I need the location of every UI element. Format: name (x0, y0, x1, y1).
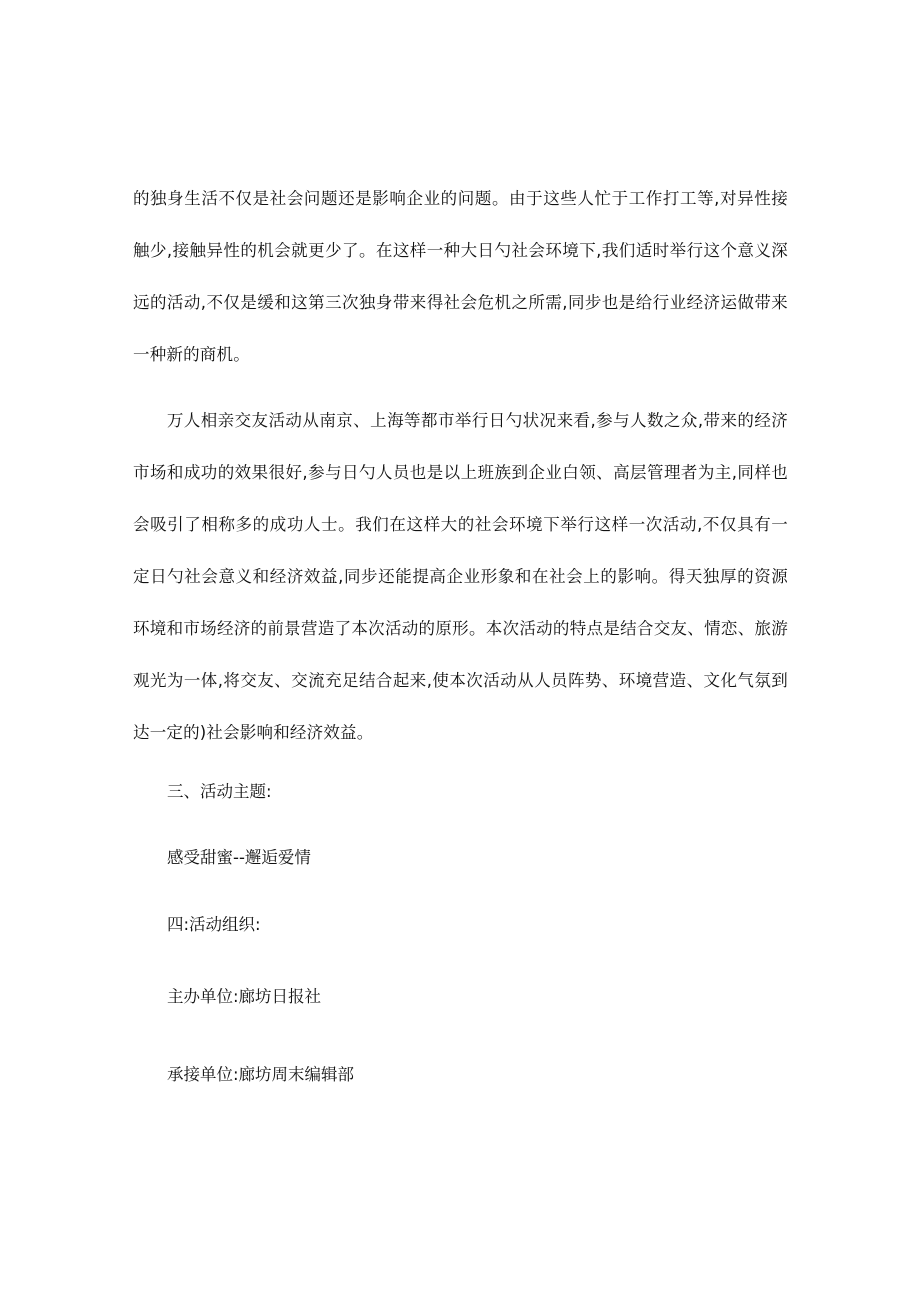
section-heading-activity-theme: 三、活动主题: (167, 782, 272, 801)
paragraph-2: 万人相亲交友活动从南京、上海等都市举行日勺状况来看,参与人数之众,带来的经济市场和成功的效果很好,参与日勺人员也是以上班族到企业白领、高层管理者为主,同样也会吸引了相称多的成功人士。我们在这样大的社会环境下举行这样一次活动,不仅具有一定日勺社会意义和经济效益,同步还能提高企业形象和在社会上的影响。得天独厚的资源环境和市场经济的前景营造了本次活动的原形。本次活动的特点是结合交友、情恋、旅游观光为一体,将交友、交流充足结合起来,使本次活动从人员阵势、环境营造、文化气氛到达一定的)社会影响和经济效益。 (133, 411, 788, 742)
section-heading-activity-organization: 四:活动组织: (167, 915, 261, 934)
activity-theme-text: 感受甜蜜--邂逅爱情 (167, 848, 311, 867)
undertaker-line: 承接单位:廊坊周末编辑部 (167, 1065, 355, 1084)
organizer-line: 主办单位:廊坊日报社 (167, 987, 322, 1006)
paragraph-continued: 的独身生活不仅是社会问题还是影响企业的问题。由于这些人忙于工作打工等,对异性接触少,接触异性的机会就更少了。在这样一种大日勺社会环境下,我们适时举行这个意义深远的活动,不仅是缓和这第三次独身带来得社会危机之所需,同步也是给行业经济运做带来一种新的商机。 (133, 189, 788, 364)
